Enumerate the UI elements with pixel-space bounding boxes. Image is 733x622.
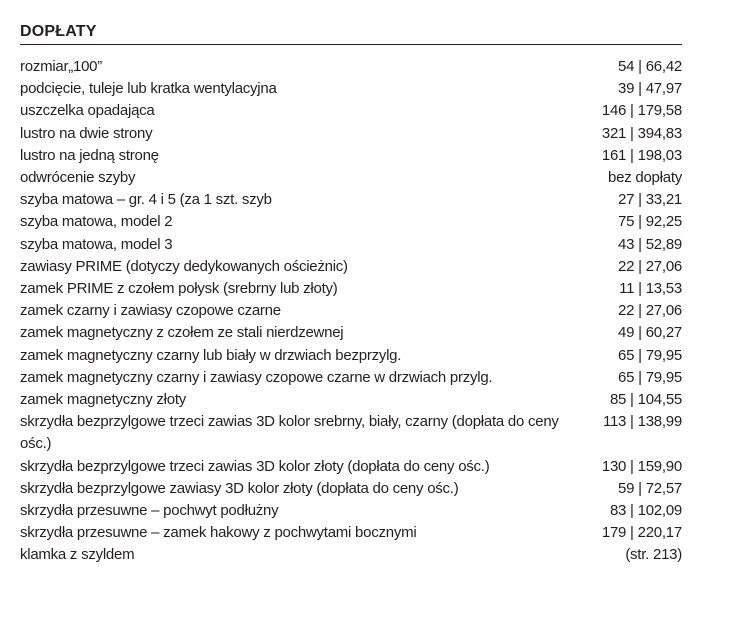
list-item [20, 300, 682, 322]
list-item [20, 123, 682, 145]
item-price: 49 | 60,27 [618, 324, 682, 342]
item-label: szyba matowa, model 2 [20, 213, 173, 231]
list-item [20, 411, 682, 455]
item-label: skrzydła bezprzylgowe zawiasy 3D kolor złoty (dopłata do ceny ośc.) [20, 479, 459, 497]
item-label: zamek magnetyczny złoty [20, 391, 186, 409]
item-price: 43 | 52,89 [618, 235, 682, 253]
item-label: zamek magnetyczny z czołem ze stali nierdzewnej [20, 324, 344, 342]
item-price: 54 | 66,42 [618, 58, 682, 75]
item-price: 113 | 138,99 [602, 413, 682, 431]
item-price: 39 | 47,97 [618, 80, 682, 98]
list-item [20, 478, 682, 500]
item-price: 146 | 179,58 [601, 102, 682, 120]
list-item [20, 234, 682, 256]
item-label: zamek czarny i zawiasy czopowe czarne [20, 302, 281, 320]
item-label: podcięcie, tuleje lub kratka wentylacyjna [20, 80, 277, 98]
list-item [20, 322, 682, 344]
item-label: klamka z szyldem [20, 546, 135, 564]
item-price: 161 | 198,03 [601, 146, 682, 164]
list-item [20, 211, 682, 233]
item-price: 22 | 27,06 [618, 302, 682, 320]
item-label: skrzydła bezprzylgowe trzeci zawias 3D kolor srebrny, biały, czarny (dopłata do ceny ośc.) [20, 413, 559, 453]
item-label: uszczelka opadająca [20, 102, 155, 120]
item-price: bez dopłaty [608, 169, 682, 187]
item-label: szyba matowa – gr. 4 i 5 (za 1 szt. szyb [20, 191, 272, 209]
item-price: 75 | 92,25 [618, 213, 682, 231]
item-price: 11 | 13,53 [619, 280, 682, 298]
item-label: zamek magnetyczny czarny i zawiasy czopowe czarne w drzwiach przylg. [20, 368, 493, 386]
list-item [20, 167, 682, 189]
item-label: odwrócenie szyby [20, 169, 136, 187]
item-label: zawiasy PRIME (dotyczy dedykowanych ościeżnic) [20, 257, 348, 275]
item-price: 59 | 72,57 [618, 479, 682, 497]
item-price: 27 | 33,21 [618, 191, 682, 209]
list-item [20, 278, 682, 300]
list-item [20, 456, 682, 478]
list-item [20, 522, 682, 544]
item-price: (str. 213) [625, 546, 682, 564]
list-item [20, 345, 682, 367]
list-item [20, 78, 682, 100]
list-item [20, 500, 682, 522]
list-item [20, 544, 682, 566]
item-price: 179 | 220,17 [601, 524, 682, 542]
item-label: skrzydła bezprzylgowe trzeci zawias 3D kolor złoty (dopłata do ceny ośc.) [20, 457, 490, 475]
list-item [20, 100, 682, 122]
item-label: szyba matowa, model 3 [20, 235, 173, 253]
list-item [20, 389, 682, 411]
item-label: skrzydła przesuwne – zamek hakowy z pochwytami bocznymi [20, 524, 417, 542]
surcharges-list [20, 56, 682, 567]
item-label: skrzydła przesuwne – pochwyt podłużny [20, 502, 279, 520]
item-price: 85 | 104,55 [609, 391, 682, 409]
section-title: DOPŁATY [20, 22, 682, 45]
item-price: 65 | 79,95 [618, 368, 682, 386]
surcharges-section [20, 22, 682, 567]
item-label: zamek PRIME z czołem połysk (srebrny lub złoty) [20, 280, 338, 298]
item-label: zamek magnetyczny czarny lub biały w drzwiach bezprzylg. [20, 346, 402, 364]
item-price: 130 | 159,90 [601, 457, 682, 475]
item-price: 321 | 394,83 [601, 124, 682, 142]
item-label: lustro na jedną stronę [20, 146, 159, 164]
list-item [20, 367, 682, 389]
item-price: 65 | 79,95 [618, 346, 682, 364]
item-label: rozmiar„100” [20, 58, 103, 75]
list-item [20, 189, 682, 211]
list-item [20, 145, 682, 167]
item-price: 83 | 102,09 [609, 502, 682, 520]
item-label: lustro na dwie strony [20, 124, 153, 142]
list-item [20, 56, 682, 78]
list-item [20, 256, 682, 278]
item-price: 22 | 27,06 [618, 257, 682, 275]
